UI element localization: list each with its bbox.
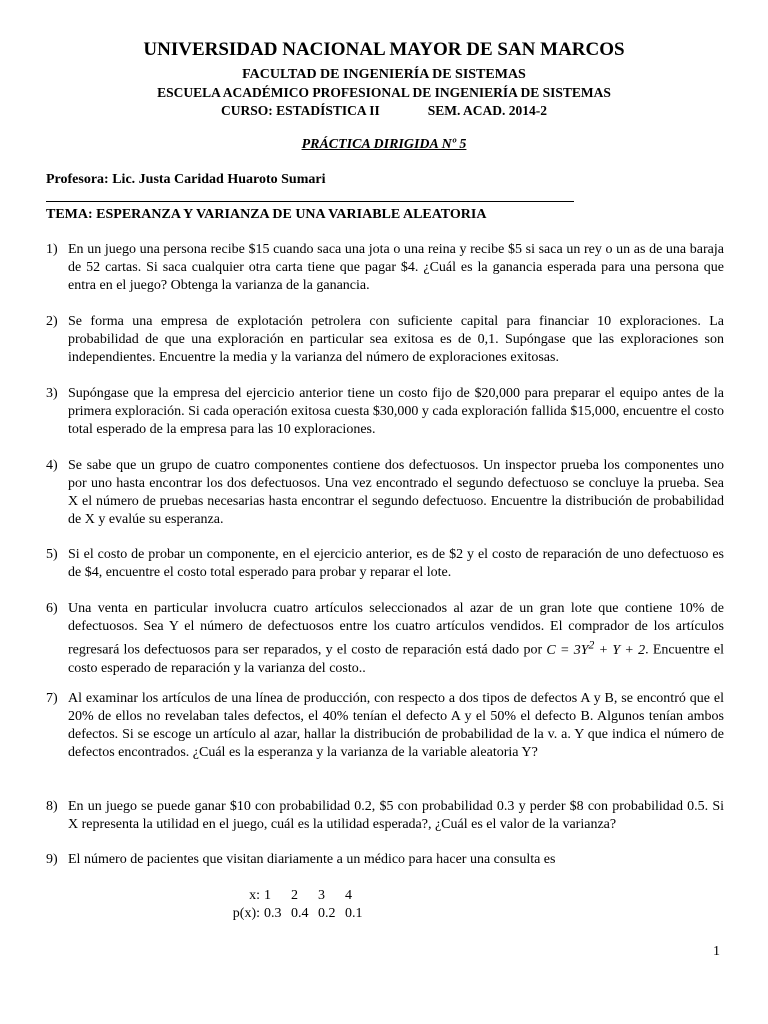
question-3 (46, 385, 724, 439)
x-row (220, 887, 372, 905)
question-number: 3) (46, 386, 58, 401)
x-value: 1 (264, 888, 271, 903)
formula-lead: C = 3Y (546, 642, 589, 658)
question-number: 7) (46, 691, 58, 706)
course-line (0, 103, 768, 119)
question-text: Al examinar los artículos de una línea de producción, con respecto a dos tipos de defectos A y B, se encontró que el 20% de ellos no revelaban tales defectos, el 40% tenían el defecto A y el 50% el defecto B. Algunos tenían ambos defectos. Si se escoge un artículo al azar, hallar la distribución de probabilidad de la v. a. Y que indica el número de defectos encontrados. ¿Cuál es la esperanza y la varianza de la variable aleatoria Y? (68, 691, 724, 760)
course-label: CURSO: ESTADÍSTICA II (220, 103, 380, 118)
p-value: 0.3 (264, 906, 282, 921)
semester-label: SEM. ACAD. 2014-2 (427, 103, 548, 118)
question-number: 5) (46, 547, 58, 562)
p-label: p(x): (232, 906, 260, 921)
school-title: ESCUELA ACADÉMICO PROFESIONAL DE INGENIERÍA DE SISTEMAS (157, 85, 611, 100)
question-number: 8) (46, 799, 58, 814)
p-value: 0.2 (318, 906, 336, 921)
question-text-body: Una venta en particular involucra cuatro artículos seleccionados al azar de un gran lote que contiene 10% de defectuosos. Sea Y el número de defectuosos entre los cuatro artículos vendidos. El comprador de los artículos regresará los defectuosos para ser reparados, y el costo de reparación está dado por (68, 601, 724, 658)
x-label: x: (249, 888, 260, 903)
formula-exponent: 2 (588, 638, 595, 651)
distribution-table (220, 887, 372, 923)
question-number: 6) (46, 601, 58, 616)
question-9 (46, 851, 724, 869)
x-value: 2 (291, 888, 298, 903)
question-text: Se sabe que un grupo de cuatro componentes contiene dos defectuosos. Un inspector prueba los componentes uno por uno hasta encontrar los dos defectuosos. Una vez encontrado el segundo defectuoso se concluye la prueba. Sea X el número de pruebas necesarias hasta encontrar el segundo defectuoso. Encuentre la distribución de probabilidad de X y evalúe su esperanza. (68, 458, 724, 527)
p-row (220, 905, 372, 923)
question-4 (46, 457, 724, 529)
question-text: Si el costo de probar un componente, en el ejercicio anterior, es de $2 y el costo de reparación de uno defectuoso es de $4, encuentre el costo total esperado para probar y reparar el lote. (68, 547, 724, 580)
p-value: 0.1 (345, 906, 363, 921)
question-text: Supóngase que la empresa del ejercicio anterior tiene un costo fijo de $20,000 para preparar el equipo antes de la primera exploración. Si cada operación exitosa cuesta $30,000 y cada exploración fallida $15,000, encuentre el costo total esperado de la empresa para las 10 exploraciones. (68, 386, 724, 437)
p-value: 0.4 (291, 906, 309, 921)
question-5 (46, 546, 724, 582)
x-value: 3 (318, 888, 325, 903)
question-text: Se forma una empresa de explotación petrolera con suficiente capital para financiar 10 exploraciones. La probabilidad de que una exploración en particular sea exitosa es de 0,1. Supóngase que las exploraciones son independientes. Encuentre la media y la varianza del número de exploraciones exitosas. (68, 314, 724, 365)
faculty-title: FACULTAD DE INGENIERÍA DE SISTEMAS (242, 67, 526, 82)
question-number: 2) (46, 314, 58, 329)
question-7 (46, 690, 724, 762)
question-text: En un juego una persona recibe $15 cuando saca una jota o una reina y recibe $5 si saca un rey o un as de una baraja de 52 cartas. Si saca cualquier otra carta tiene que pagar $4. ¿Cuál es la ganancia esperada para una persona que entra en el juego? Obtenga la varianza de la ganancia. (68, 242, 724, 293)
question-number: 1) (46, 242, 58, 257)
formula-tail: + Y + 2 (594, 642, 646, 658)
question-number: 9) (46, 852, 58, 867)
page-number: 1 (713, 944, 720, 959)
question-text: El número de pacientes que visitan diariamente a un médico para hacer una consulta es (68, 852, 556, 867)
question-8 (46, 798, 724, 834)
cost-formula (546, 638, 646, 658)
x-value: 4 (345, 888, 352, 903)
professor-line: Profesora: Lic. Justa Caridad Huaroto Sumari (46, 172, 326, 187)
university-title: UNIVERSIDAD NACIONAL MAYOR DE SAN MARCOS (143, 39, 625, 60)
question-number: 4) (46, 458, 58, 473)
question-text (68, 600, 724, 678)
practice-title: PRÁCTICA DIRIGIDA Nº 5 (301, 137, 467, 152)
question-2 (46, 313, 724, 367)
question-text-after: . Encuentre el costo esperado de reparación y la varianza del costo.. (68, 642, 724, 676)
question-1 (46, 241, 724, 295)
topic-heading: TEMA: ESPERANZA Y VARIANZA DE UNA VARIABLE ALEATORIA (46, 207, 487, 222)
question-6 (46, 600, 724, 678)
question-text: En un juego se puede ganar $10 con probabilidad 0.2, $5 con probabilidad 0.3 y perder $8 con probabilidad 0.5. Si X representa la utilidad en el juego, cuál es la utilidad esperada?, ¿Cuál es el valor de la varianza? (68, 799, 724, 832)
divider (46, 201, 574, 202)
